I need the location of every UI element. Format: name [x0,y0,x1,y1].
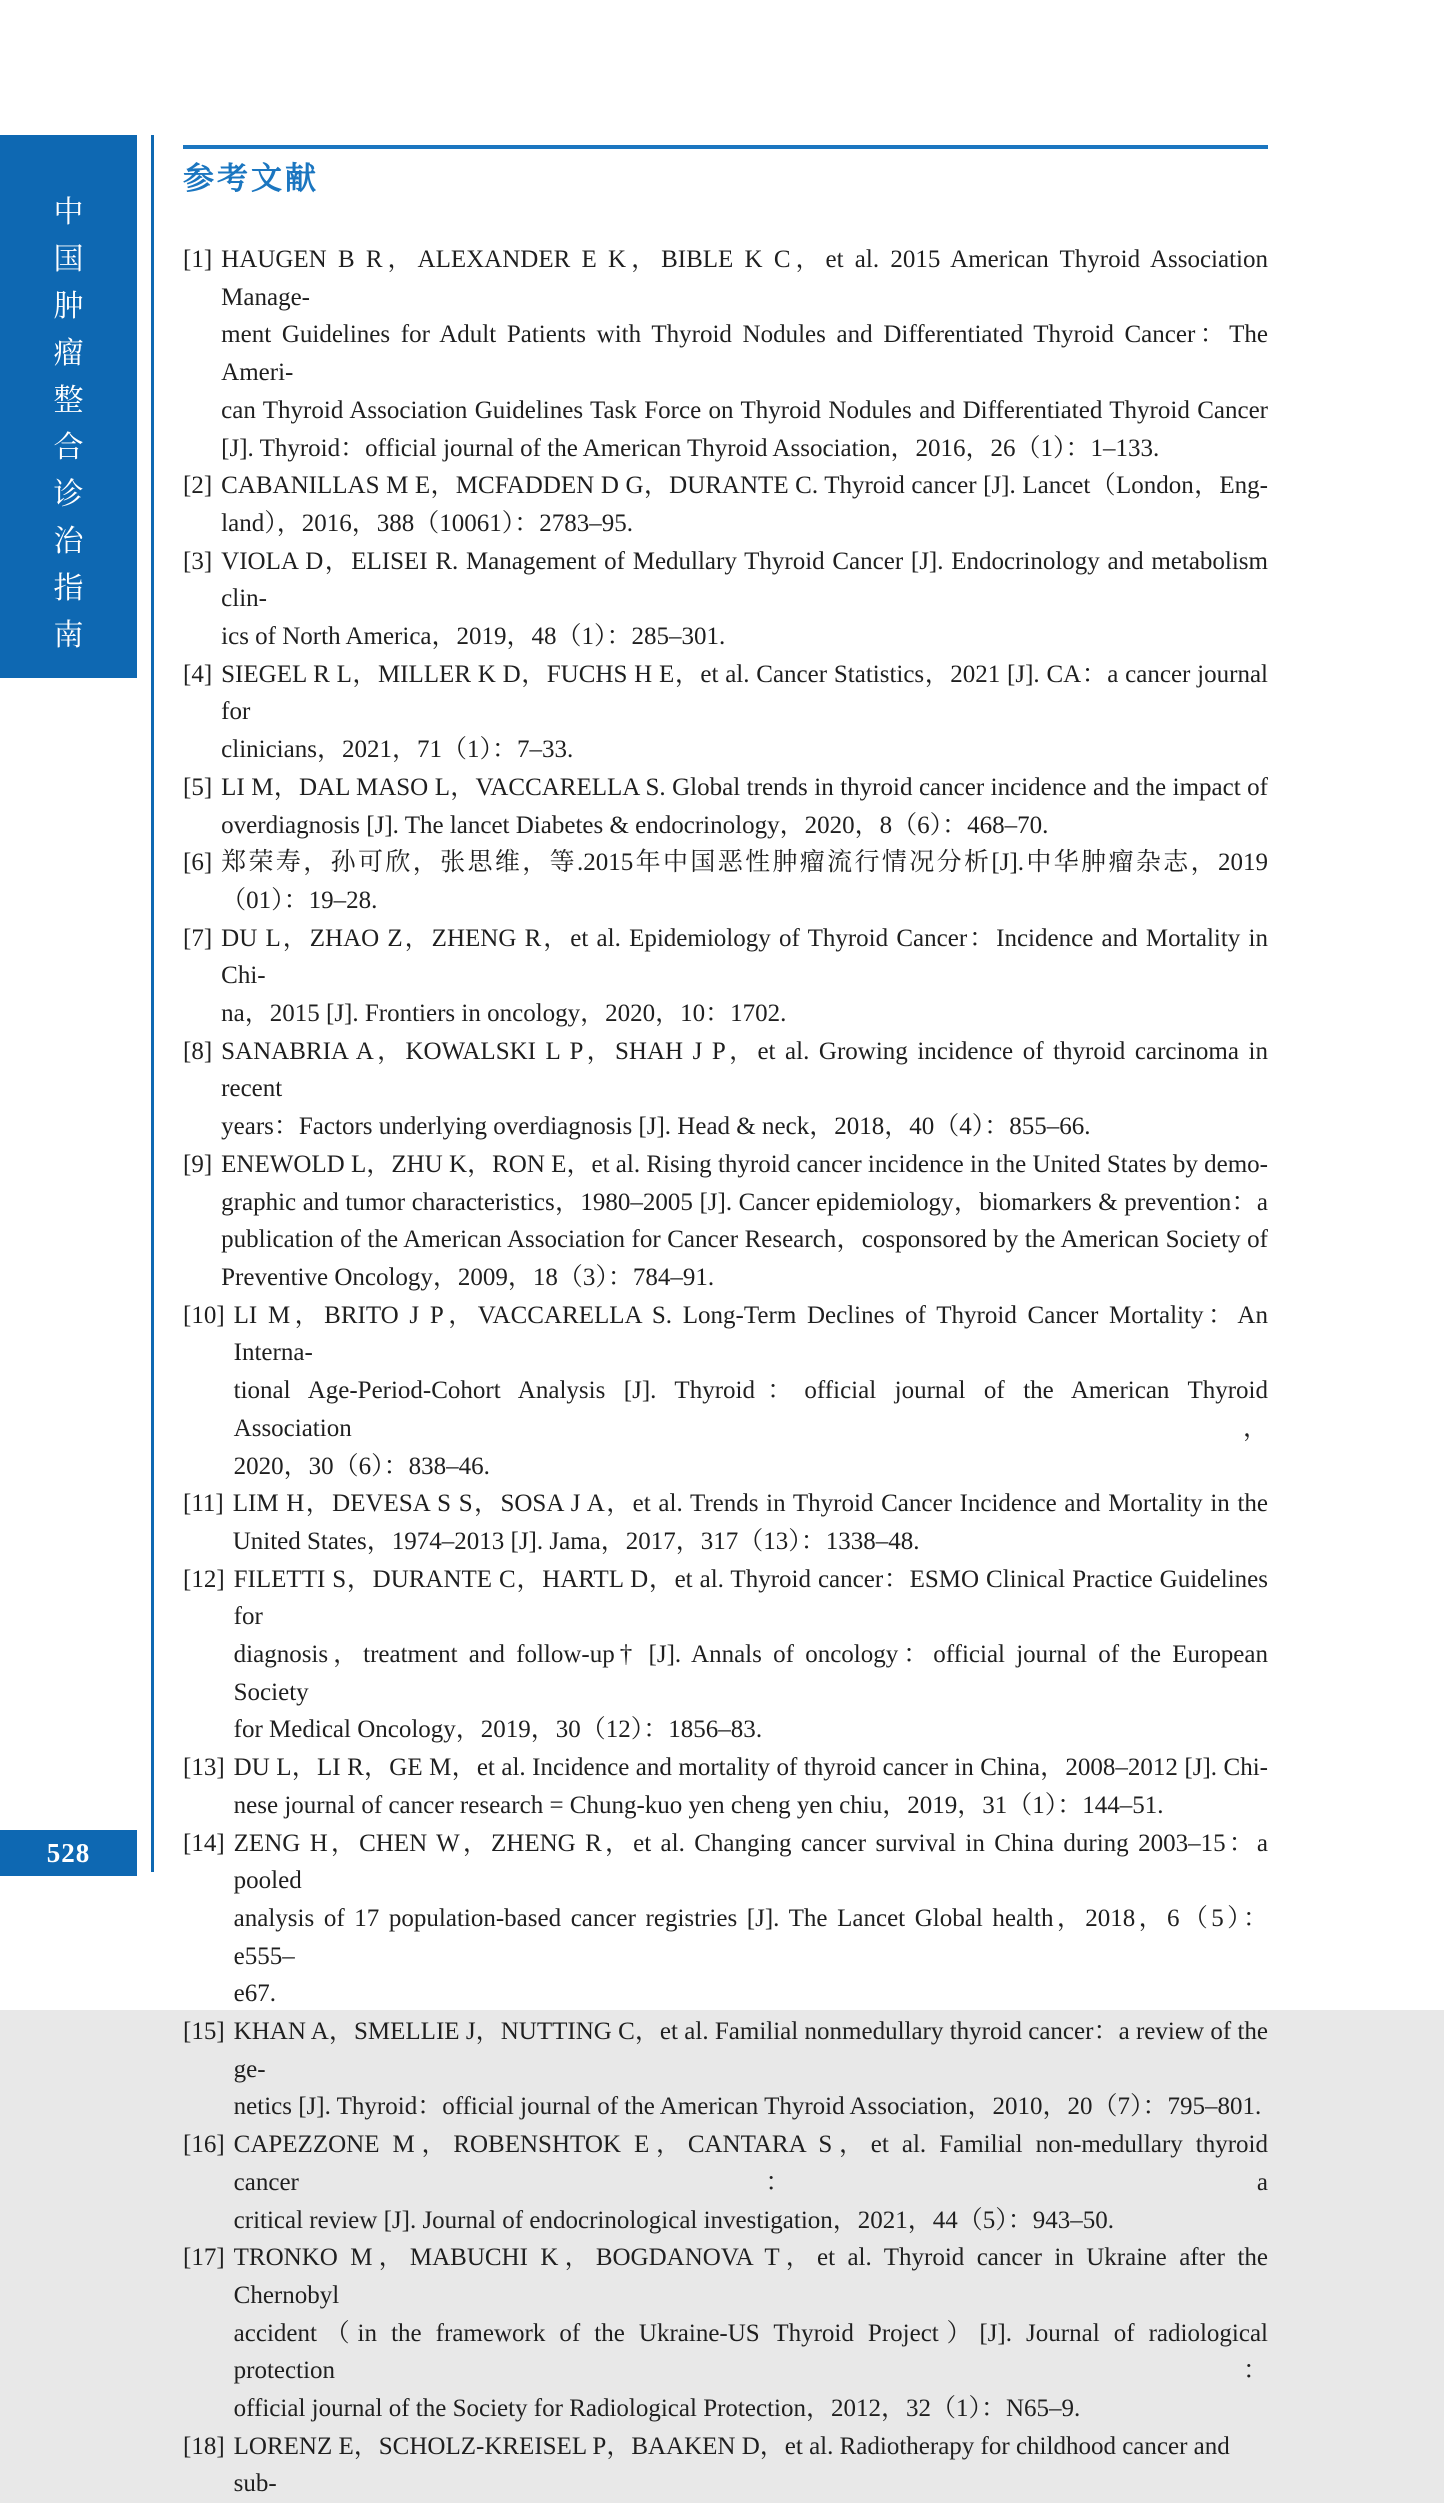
reference-text [234,2013,1268,2126]
reference-text [221,769,1268,844]
reference-text [221,920,1268,1033]
reference-text [221,241,1268,467]
reference-text [221,844,1268,919]
reference-item [183,1561,1268,1750]
reference-item [183,1485,1268,1560]
book-title-character: 治 [53,525,84,558]
reference-text-line: clinicians，2021，71（1）：7–33. [221,736,574,764]
book-title-character: 肿 [53,290,84,323]
reference-number-label: [6] [183,849,213,877]
reference-number-label: [8] [183,1037,213,1065]
reference-text [234,2126,1268,2239]
reference-text-line: DU L，ZHAO Z，ZHENG R，et al. Epidemiology of Thyroid Cancer：Incidence and Mortality in Chi- [221,924,1268,990]
reference-text [221,1146,1268,1297]
reference-number-label: [9] [183,1150,213,1178]
reference-text-line: United States，1974–2013 [J]. Jama，2017，317（13）：1338–48. [232,1527,920,1555]
book-title-character: 瘤 [53,337,84,370]
reference-item [183,1146,1268,1297]
reference-text-line: analysis of 17 population-based cancer registries [J]. The Lancet Global health，2018，6（5）：e555– [233,1904,1268,1970]
book-title-sidebar [0,135,137,678]
reference-text [221,467,1268,542]
reference-item [183,467,1268,542]
reference-text-line: official journal of the Society for Radiological Protection，2012，32（1）：N65–9. [233,2395,1081,2423]
reference-text-line: VIOLA D，ELISEI R. Management of Medullary Thyroid Cancer [J]. Endocrinology and metabolism clin- [221,547,1268,613]
reference-text-line: na，2015 [J]. Frontiers in oncology，2020，10：1702. [221,1000,787,1028]
reference-text-line: SANABRIA A，KOWALSKI L P，SHAH J P，et al. Growing incidence of thyroid carcinoma in recent [221,1037,1268,1103]
reference-text-line: accident（in the framework of the Ukraine-US Thyroid Project）[J]. Journal of radiological protection： [233,2319,1268,2385]
reference-item [183,2239,1268,2428]
reference-number-label: [15] [183,2018,225,2046]
reference-text-line: years：Factors underlying overdiagnosis [J]. Head & neck，2018，40（4）：855–66. [221,1113,1091,1141]
reference-text-line: graphic and tumor characteristics，1980–2005 [J]. Cancer epidemiology，biomarkers & prevention：a [221,1188,1268,1216]
reference-text-line: HAUGEN B R，ALEXANDER E K，BIBLE K C，et al. 2015 American Thyroid Association Manage- [221,246,1268,311]
reference-item [183,2126,1268,2239]
reference-text-line: FILETTI S，DURANTE C，HARTL D，et al. Thyroid cancer：ESMO Clinical Practice Guidelines for [233,1565,1268,1631]
reference-item [183,769,1268,844]
reference-text [234,1825,1268,2014]
references-section [183,145,1268,2503]
reference-number-label: [1] [183,246,213,273]
reference-number-label: [10] [183,1301,225,1329]
reference-item [183,543,1268,656]
book-title-character: 国 [53,243,84,276]
reference-text-line: DU L，LI R，GE M，et al. Incidence and mortality of thyroid cancer in China，2008–2012 [J]. Chi- [233,1754,1268,1782]
reference-text-line: [J]. Thyroid：official journal of the American Thyroid Association，2016，26（1）：1–133. [221,434,1160,462]
reference-text-line: overdiagnosis [J]. The lancet Diabetes & endocrinology，2020，8（6）：468–70. [221,811,1049,839]
reference-item [183,2428,1268,2503]
reference-text-line: for Medical Oncology，2019，30（12）：1856–83. [233,1716,763,1744]
reference-text-line: 2020，30（6）：838–46. [233,1452,490,1480]
reference-item [183,920,1268,1033]
reference-text-line: LORENZ E，SCHOLZ-KREISEL P，BAAKEN D，et al. Radiotherapy for childhood cancer and sub- [233,2432,1230,2498]
reference-text-line: ment Guidelines for Adult Patients with Thyroid Nodules and Differentiated Thyroid Cancer：The Ameri- [221,321,1268,387]
page-number-badge [0,1830,137,1876]
reference-number-label: [4] [183,660,213,688]
book-title-character: 整 [53,384,84,417]
reference-number-label: [14] [183,1829,225,1857]
reference-text-line: diagnosis，treatment and follow-up† [J]. Annals of oncology：official journal of the European Society [233,1641,1268,1706]
reference-text-line: SIEGEL R L，MILLER K D，FUCHS H E，et al. Cancer Statistics，2021 [J]. CA：a cancer journal for [221,660,1268,726]
reference-text [233,1485,1268,1560]
reference-item [183,2013,1268,2126]
reference-number-label: [11] [183,1490,224,1518]
reference-text-line: Preventive Oncology，2009，18（3）：784–91. [221,1263,715,1291]
reference-text-line: LIM H，DEVESA S S，SOSA J A，et al. Trends in Thyroid Cancer Incidence and Mortality in the [232,1490,1268,1518]
reference-number-label: [12] [183,1565,225,1593]
reference-text-line: tional Age-Period-Cohort Analysis [J]. Thyroid：official journal of the American Thyroid Association， [233,1377,1268,1442]
reference-text [234,1749,1268,1824]
reference-number-label: [7] [183,924,213,952]
reference-item [183,844,1268,919]
reference-item [183,1825,1268,2014]
reference-text-line: publication of the American Association for Cancer Research，cosponsored by the American Society of [221,1226,1268,1254]
reference-text [234,2428,1268,2503]
reference-text [221,543,1268,656]
reference-text-line: （01）：19–28. [221,886,378,914]
reference-item [183,1297,1268,1486]
reference-text-line: ENEWOLD L，ZHU K，RON E，et al. Rising thyroid cancer incidence in the United States by demo- [221,1150,1268,1178]
reference-text-line: ZENG H，CHEN W，ZHENG R，et al. Changing cancer survival in China during 2003–15：a pooled [233,1829,1268,1895]
reference-text-line: CAPEZZONE M，ROBENSHTOK E，CANTARA S，et al. Familial non-medullary thyroid cancer：a [233,2131,1268,2196]
reference-text-line: 郑荣寿，孙可欣，张思维，等.2015年中国恶性肿瘤流行情况分析[J].中华肿瘤杂志，2019 [221,849,1268,877]
reference-text-line: netics [J]. Thyroid：official journal of the American Thyroid Association，2010，20（7）：795–801. [233,2093,1262,2121]
book-title-character: 合 [53,431,84,464]
reference-number-label: [17] [183,2244,225,2272]
reference-number-label: [18] [183,2432,225,2460]
reference-number-label: [16] [183,2131,225,2159]
reference-text-line: ics of North America，2019，48（1）：285–301. [221,623,726,651]
reference-text [234,1297,1268,1486]
reference-number-label: [3] [183,547,213,575]
reference-text-line: CABANILLAS M E，MCFADDEN D G，DURANTE C. Thyroid cancer [J]. Lancet（London，Eng- [221,472,1268,500]
section-heading: 参考文献 [183,161,319,196]
reference-text [234,1561,1268,1750]
reference-item [183,1033,1268,1146]
reference-text-line: LI M，DAL MASO L，VACCARELLA S. Global trends in thyroid cancer incidence and the impact of [221,773,1268,801]
book-title-character: 诊 [53,478,84,511]
reference-item [183,241,1268,467]
page-number: 528 [46,1837,91,1868]
reference-item [183,1749,1268,1824]
reference-text-line: e67. [233,1980,277,2008]
reference-text-line: nese journal of cancer research = Chung-kuo yen cheng yen chiu，2019，31（1）：144–51. [233,1791,1164,1819]
reference-number-label: [2] [183,472,213,500]
reference-text [234,2239,1268,2428]
reference-text-line: land），2016，388（10061）：2783–95. [221,509,633,537]
reference-text [221,1033,1268,1146]
book-title-character: 中 [53,196,84,229]
reference-text-line: TRONKO M，MABUCHI K，BOGDANOVA T，et al. Thyroid cancer in Ukraine after the Chernobyl [233,2244,1268,2309]
section-top-rule [183,145,1268,149]
reference-number-label: [13] [183,1754,225,1782]
reference-text-line: KHAN A，SMELLIE J，NUTTING C，et al. Familial nonmedullary thyroid cancer：a review of the ge- [233,2018,1268,2083]
book-title-character: 南 [53,619,84,652]
book-title-character: 指 [53,572,84,605]
reference-item [183,656,1268,769]
reference-number-label: [5] [183,773,213,801]
vertical-divider-line [151,135,154,1872]
reference-text-line: can Thyroid Association Guidelines Task Force on Thyroid Nodules and Differentiated Thyroid Cancer [221,396,1268,424]
reference-list [183,241,1268,2503]
reference-text-line: critical review [J]. Journal of endocrinological investigation，2021，44（5）：943–50. [233,2206,1115,2234]
reference-text [221,656,1268,769]
reference-text-line: LI M，BRITO J P，VACCARELLA S. Long-Term Declines of Thyroid Cancer Mortality：An Interna- [233,1301,1268,1367]
